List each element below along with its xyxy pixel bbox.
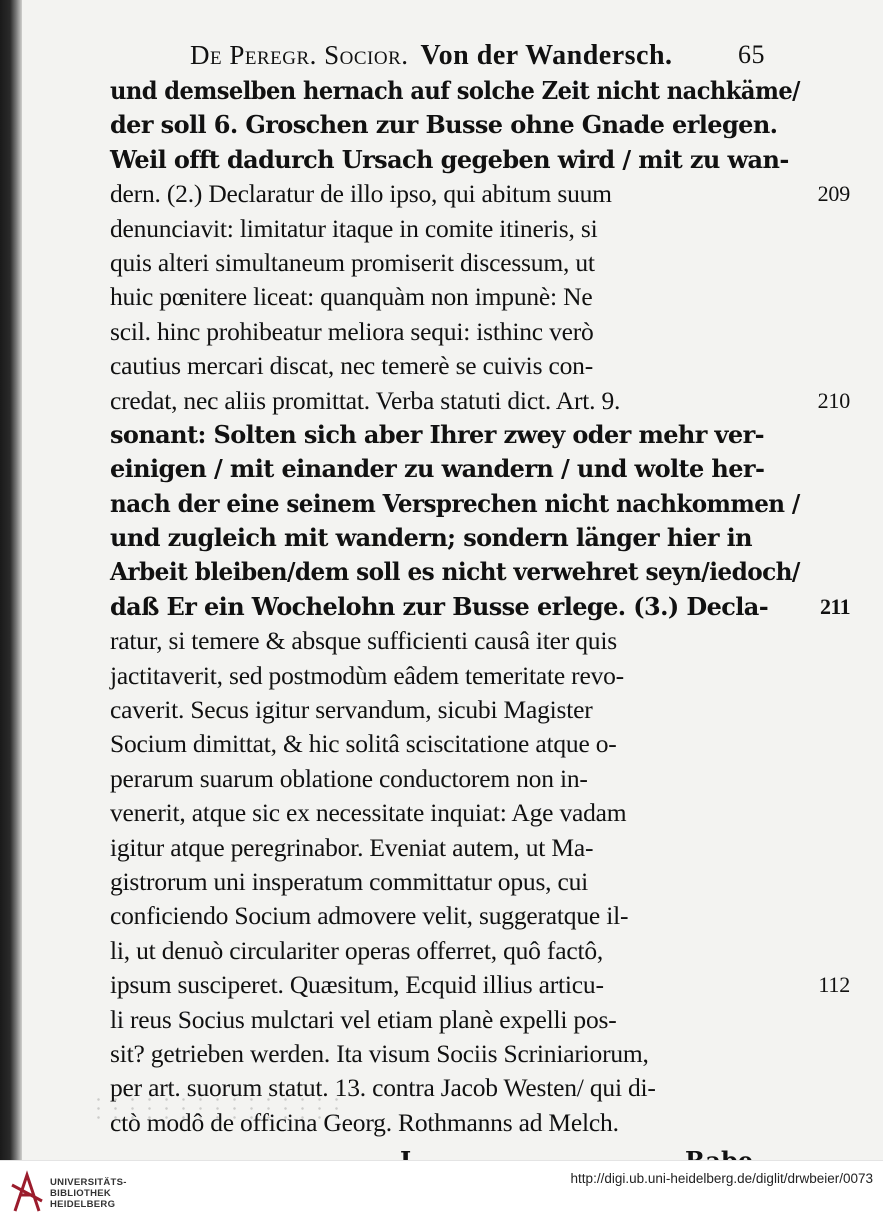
margin-number: 210 <box>817 387 850 413</box>
library-logo-text <box>50 1177 127 1210</box>
text-line <box>110 899 800 933</box>
viewer-footer <box>0 1160 883 1225</box>
text-line <box>110 693 800 727</box>
line-text: gistrorum uni insperatum committatur opus, cui <box>110 866 589 896</box>
text-line <box>110 177 850 211</box>
running-header-latin: De Peregr. Socior. <box>190 40 409 70</box>
text-line <box>110 555 800 589</box>
text-line <box>110 246 800 280</box>
line-text: der soll 6. Groschen zur Busse ohne Gnade erlegen. <box>110 110 778 140</box>
text-line <box>110 280 800 314</box>
line-text: ratur, si temere & absque sufficienti causâ iter quis <box>110 626 617 656</box>
text-line <box>110 590 850 624</box>
text-line <box>110 315 800 349</box>
line-text: ctò modô de officina Georg. Rothmanns ad Melch. <box>110 1107 619 1137</box>
line-text: Socium dimittat, & hic solitâ sciscitatione atque o- <box>110 729 617 759</box>
line-text: igitur atque peregrinabor. Eveniat autem, ut Ma- <box>110 832 594 862</box>
line-text: sit? getrieben werden. Ita visum Sociis Scriniariorum, <box>110 1038 649 1068</box>
text-line <box>110 418 800 452</box>
page-number: 65 <box>738 40 765 69</box>
university-seal-icon <box>10 1171 44 1213</box>
line-text: nach der eine seinem Versprechen nicht nachkommen / <box>110 488 800 518</box>
line-text: daß Er ein Wochelohn zur Busse erlege. (3.) Decla- <box>110 591 769 621</box>
line-text: Weil offt dadurch Ursach gegeben wird / mit zu wan- <box>110 144 789 174</box>
text-line <box>110 727 800 761</box>
text-line <box>110 74 800 108</box>
text-line <box>110 143 800 177</box>
running-header <box>110 40 800 74</box>
line-text: denunciavit: limitatur itaque in comite itineris, si <box>110 213 598 243</box>
permalink-url[interactable]: http://digi.ub.uni-heidelberg.de/diglit/drwbeier/0073 <box>570 1171 873 1186</box>
running-header-german: Von der Wandersch. <box>420 40 673 71</box>
text-line <box>110 452 800 486</box>
library-name-line3: HEIDELBERG <box>50 1199 116 1210</box>
line-text: huic pœnitere liceat: quanquàm non impunè: Ne <box>110 282 593 312</box>
line-text: caverit. Secus igitur servandum, sicubi Magister <box>110 695 593 725</box>
text-line <box>110 349 800 383</box>
line-text: conficiendo Socium admovere velit, suggeratque il- <box>110 901 629 931</box>
text-line <box>110 487 800 521</box>
line-text: perarum suarum oblatione conductorem non in- <box>110 763 588 793</box>
text-line <box>110 934 800 968</box>
text-line <box>110 762 800 796</box>
text-line <box>110 659 800 693</box>
paper-specks <box>90 1095 340 1125</box>
line-text: und demselben hernach auf solche Zeit nicht nachkäme/ <box>110 76 800 105</box>
text-line <box>110 831 800 865</box>
line-text: Arbeit bleiben/dem soll es nicht verwehret seyn/iedoch/ <box>110 557 800 587</box>
text-line <box>110 384 850 418</box>
line-text: sonant: Solten sich aber Ihrer zwey oder mehr ver- <box>110 419 764 449</box>
text-line <box>110 796 800 830</box>
line-text: dern. (2.) Declaratur de illo ipso, qui abitum suum <box>110 179 612 209</box>
text-line <box>110 1037 800 1071</box>
line-text: ipsum susciperet. Quæsitum, Ecquid illius articu- <box>110 970 604 1000</box>
line-text: li reus Socius mulctari vel etiam planè expelli pos- <box>110 1004 617 1034</box>
line-text: quis alteri simultaneum promiserit discessum, ut <box>110 247 595 277</box>
text-lines <box>110 74 850 1140</box>
margin-number: 211 <box>820 593 850 619</box>
text-line <box>110 108 800 142</box>
line-text: jactitaverit, sed postmodùm eâdem temeritate revo- <box>110 660 624 690</box>
line-text: und zugleich mit wandern; sondern länger hier in <box>110 523 753 553</box>
line-text: per art. suorum statut. 13. contra Jacob Westen/ qui di- <box>110 1073 656 1103</box>
text-line <box>110 968 850 1002</box>
line-text: einigen / mit einander zu wandern / und wolte her- <box>110 454 765 484</box>
line-text: li, ut denuò circulariter operas offerret, quô factô, <box>110 935 604 965</box>
line-text: cautius mercari discat, nec temerè se cuivis con- <box>110 351 593 381</box>
book-spine-shadow <box>0 0 22 1160</box>
text-line <box>110 212 800 246</box>
margin-number: 209 <box>817 181 850 207</box>
text-line <box>110 865 800 899</box>
library-name-line2: BIBLIOTHEK <box>50 1188 112 1199</box>
text-line <box>110 624 800 658</box>
line-text: credat, nec aliis promittat. Verba statuti dict. Art. 9. <box>110 385 621 415</box>
line-text: scil. hinc prohibeatur meliora sequi: isthinc verò <box>110 316 594 346</box>
text-line <box>110 521 800 555</box>
line-text: venerit, atque sic ex necessitate inquiat: Age vadam <box>110 798 627 828</box>
text-line <box>110 1003 800 1037</box>
margin-number: 112 <box>818 972 850 998</box>
library-name-line1: UNIVERSITÄTS- <box>50 1177 127 1188</box>
